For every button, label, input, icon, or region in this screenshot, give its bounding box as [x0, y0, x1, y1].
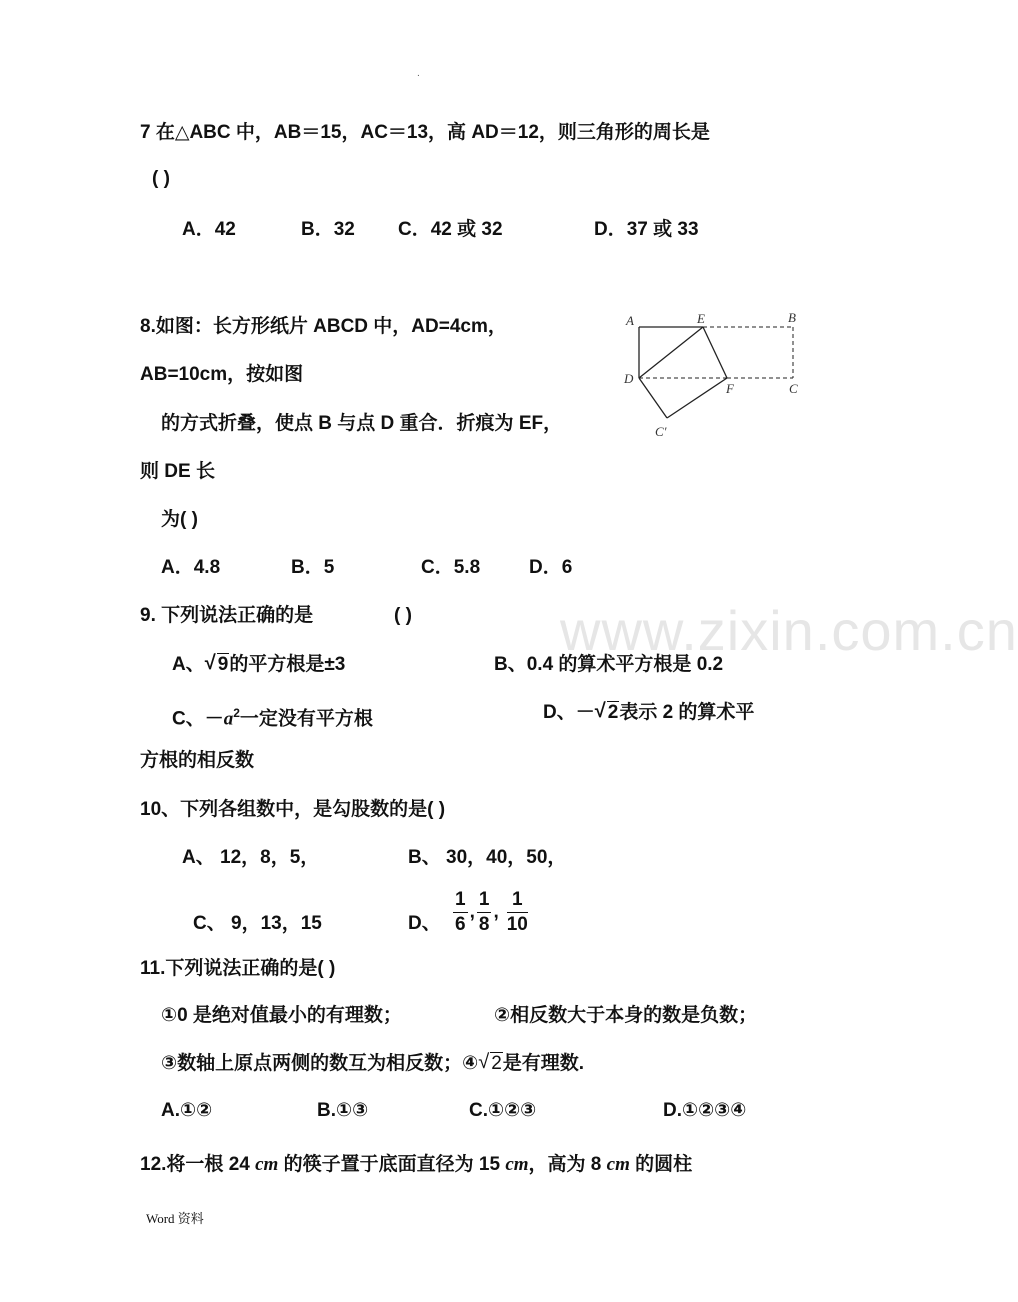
q11-statement-2: ②相反数大于本身的数是负数；	[494, 1005, 758, 1026]
q9-paren: ( )	[394, 605, 412, 626]
q7-option-b: B．32	[301, 219, 355, 240]
q9-c-exp: 2	[233, 706, 240, 720]
q9-a-text: 的平方根是±3	[229, 654, 346, 675]
label-c-prime: C′	[655, 424, 667, 439]
sqrt-two: √ 2	[594, 700, 619, 723]
q11-option-a: A.①②	[161, 1100, 213, 1121]
q12-stem: 12.将一根 24 cm 的筷子置于底面直径为 15 cm，高为 8 cm 的圆柱	[140, 1154, 693, 1175]
q11-option-b: B.①③	[317, 1100, 369, 1121]
q9-continuation: 方根的相反数	[140, 750, 255, 771]
label-f: F	[726, 381, 734, 396]
q7-option-d: D．37 或 33	[594, 219, 699, 240]
q9-a-prefix: A、	[172, 654, 205, 675]
header-dot: .	[417, 68, 420, 79]
segment-dc-prime	[639, 378, 667, 418]
q7-paren: ( )	[152, 168, 170, 189]
label-b: B	[788, 310, 796, 325]
sqrt-two: √ 2	[478, 1051, 502, 1074]
q8-line5: 为( )	[161, 509, 198, 530]
segment-c-prime-f	[667, 378, 727, 418]
watermark: www.zixin.com.cn	[560, 599, 1018, 662]
q9-stem: 9. 下列说法正确的是	[140, 605, 314, 626]
q7-stem: 7 在△ABC 中，AB＝15，AC＝13，高 AD＝12，则三角形的周长是	[140, 122, 710, 143]
label-d: D	[624, 371, 634, 386]
q8-option-b: B．5	[291, 557, 335, 578]
q9-option-b: B、0.4 的算术平方根是 0.2	[494, 654, 724, 675]
q9-option-a	[172, 653, 345, 677]
q8-line3: 的方式折叠，使点 B 与点 D 重合．折痕为 EF，	[161, 413, 563, 434]
q7-option-c: C．42 或 32	[398, 219, 503, 240]
q8-line1: 8.如图：长方形纸片 ABCD 中，AD=4cm，	[140, 316, 507, 337]
q9-c-text: 一定没有平方根	[239, 708, 373, 730]
q11-statement-1: ①0 是绝对值最小的有理数；	[161, 1005, 402, 1026]
q10-option-d-fractions: $\frac{1}{6}$ , $\frac{1}{8}$ , $\frac{1}{10}$	[455, 889, 528, 935]
q8-line4: 则 DE 长	[140, 461, 215, 482]
label-c: C	[789, 381, 798, 396]
q8-fold-figure	[615, 305, 815, 445]
fraction-one-tenth: $\frac{1}{10}$	[506, 889, 528, 935]
q9-c-var: a	[223, 708, 234, 730]
sqrt-nine: √ 9	[204, 652, 229, 675]
q9-option-c	[172, 701, 373, 731]
segment-de	[639, 327, 703, 378]
fraction-one-sixth: $\frac{1}{6}$	[455, 889, 466, 935]
radical-icon: √	[204, 652, 216, 674]
label-a: A	[626, 313, 634, 328]
q9-d-prefix: D、－	[543, 702, 595, 723]
q7-option-a: A．42	[182, 219, 236, 240]
q10-option-a: A、 12，8，5，	[182, 847, 320, 868]
q8-option-d: D．6	[529, 557, 573, 578]
q10-option-c: C、 9，13，15	[193, 913, 322, 934]
q8-option-a: A．4.8	[161, 557, 221, 578]
q11-stem: 11.下列说法正确的是( )	[140, 958, 336, 979]
q11-option-d: D.①②③④	[663, 1100, 747, 1121]
q10-option-b: B、 30，40，50，	[408, 847, 567, 868]
q10-option-d-prefix: D、	[408, 913, 441, 934]
radical-icon: √	[594, 700, 606, 722]
q8-option-c: C．5.8	[421, 557, 481, 578]
q9-option-d	[543, 701, 754, 725]
footer-label: Word 资料	[146, 1211, 204, 1226]
q9-d-text: 表示 2 的算术平	[619, 702, 755, 723]
q10-stem: 10、下列各组数中，是勾股数的是( )	[140, 799, 446, 820]
q11-statement-3: ③数轴上原点两侧的数互为相反数；④ √ 2是有理数.	[161, 1051, 585, 1074]
q11-option-c: C.①②③	[469, 1100, 537, 1121]
q9-c-prefix: C、－	[172, 708, 224, 730]
fraction-one-eighth: $\frac{1}{8}$	[478, 889, 490, 935]
label-e: E	[697, 311, 705, 326]
segment-ef	[703, 327, 727, 378]
radical-icon: √	[478, 1051, 490, 1073]
q8-line2: AB=10cm，按如图	[140, 364, 304, 385]
